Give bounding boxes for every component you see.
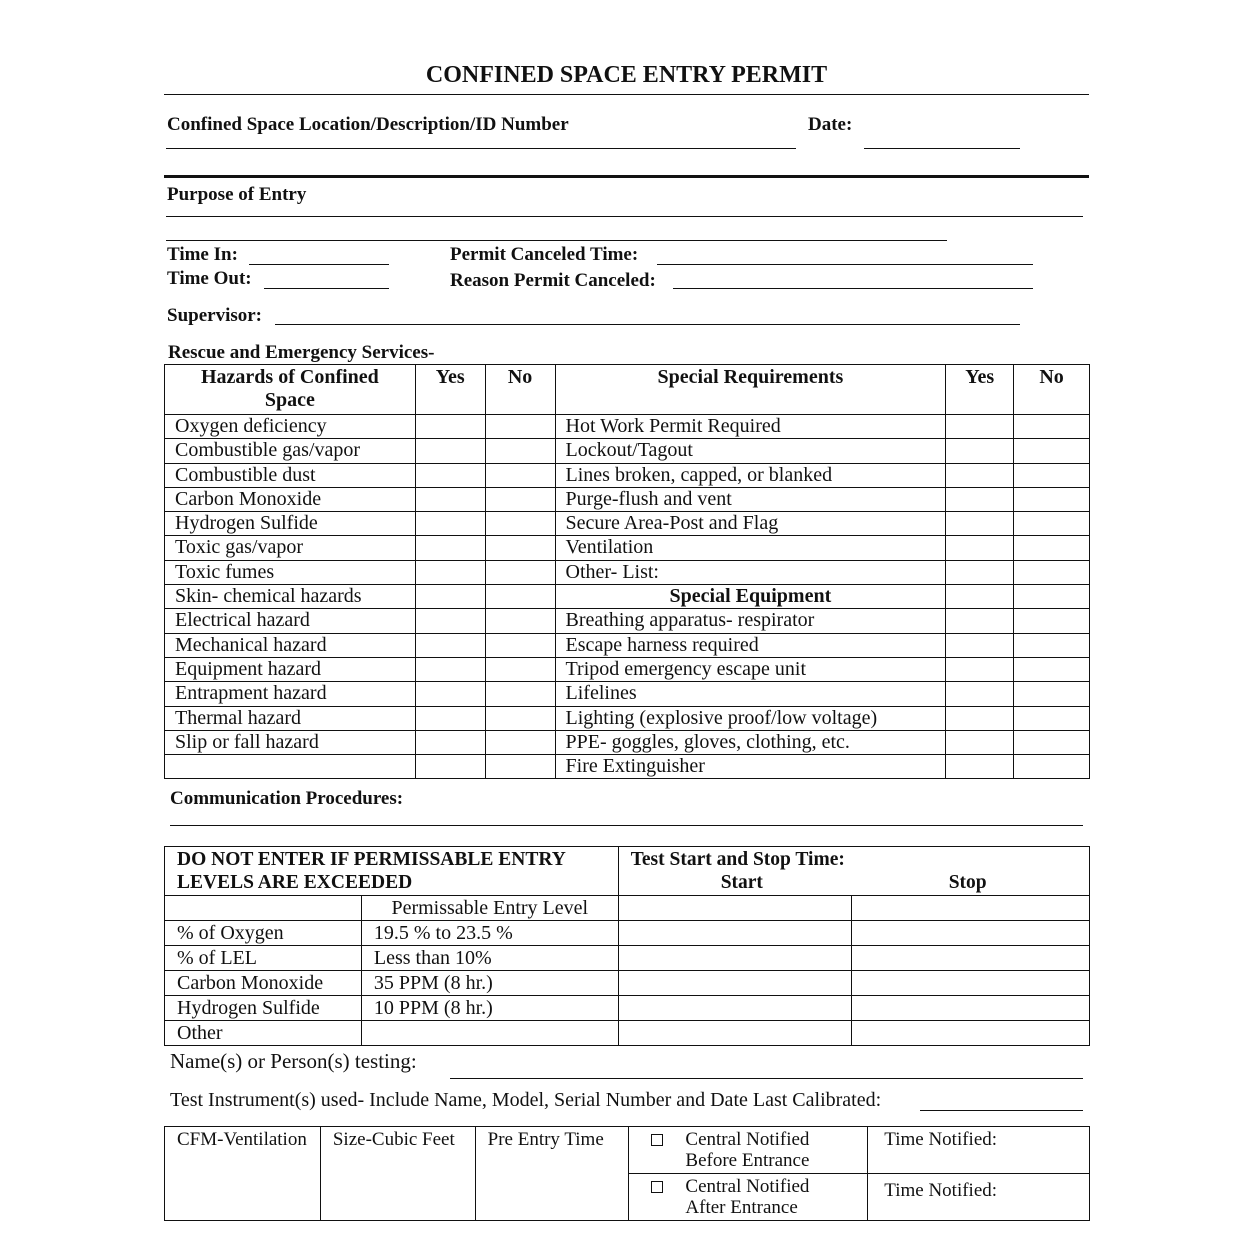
special-yes-cell[interactable] [946,463,1014,487]
location-field[interactable] [166,148,796,149]
test-time-label: Test Start and Stop Time: [630,849,845,870]
purpose-field-line2[interactable] [166,240,947,241]
header-no: No [485,365,555,415]
level-row [165,1021,1090,1046]
special-requirement-name: Hot Work Permit Required [555,415,946,439]
hazard-no-cell[interactable] [485,463,555,487]
special-yes-cell [946,585,1014,609]
level-value [361,1021,618,1046]
special-yes-cell[interactable] [946,657,1014,681]
special-no-cell[interactable] [1014,755,1090,779]
special-no-cell[interactable] [1014,463,1090,487]
special-requirement-name: Lines broken, capped, or blanked [555,463,946,487]
level-name: % of LEL [165,946,362,971]
testers-field[interactable] [450,1078,1083,1079]
special-requirement-name: Fire Extinguisher [555,755,946,779]
hazard-row [165,585,1090,609]
hazard-yes-cell[interactable] [415,706,485,730]
size-label: Size-Cubic Feet [332,1129,455,1150]
special-yes-cell[interactable] [946,706,1014,730]
purpose-label: Purpose of Entry [167,184,307,205]
special-yes-cell[interactable] [946,439,1014,463]
hazard-no-cell[interactable] [485,609,555,633]
hazard-yes-cell[interactable] [415,512,485,536]
permit-canceled-field[interactable] [657,264,1033,265]
special-requirement-name: Other- List: [555,560,946,584]
hazard-row [165,706,1090,730]
hazard-no-cell[interactable] [485,560,555,584]
special-no-cell[interactable] [1014,415,1090,439]
cfm-label: CFM-Ventilation [177,1129,307,1150]
hazard-no-cell[interactable] [485,439,555,463]
level-value: Less than 10% [361,946,618,971]
hazard-no-cell[interactable] [485,512,555,536]
level-name-blank [165,896,362,921]
reason-canceled-label: Reason Permit Canceled: [450,270,656,291]
hazard-no-cell[interactable] [485,706,555,730]
page-title: CONFINED SPACE ENTRY PERMIT [425,62,828,88]
stop-cell[interactable] [852,996,1090,1021]
hazard-no-cell[interactable] [485,633,555,657]
cfm-cell[interactable] [165,1127,321,1221]
hazard-row [165,755,1090,779]
communication-field[interactable] [170,825,1083,826]
special-requirement-name: Purge-flush and vent [555,487,946,511]
special-no-cell[interactable] [1014,536,1090,560]
hazard-row [165,609,1090,633]
test-time-cell [618,847,1089,896]
special-requirement-name: Lighting (explosive proof/low voltage) [555,706,946,730]
supervisor-field[interactable] [275,324,1020,325]
special-yes-cell[interactable] [946,536,1014,560]
time-out-label: Time Out: [167,268,252,289]
header-no-2: No [1014,365,1090,415]
hazard-row [165,463,1090,487]
hazard-no-cell[interactable] [485,730,555,754]
divider [164,94,1089,95]
hazard-name: Mechanical hazard [165,633,416,657]
hazard-yes-cell[interactable] [415,439,485,463]
special-no-cell[interactable] [1014,609,1090,633]
special-no-cell[interactable] [1014,633,1090,657]
time-notified-2-cell[interactable] [868,1174,1090,1221]
level-row [165,921,1090,946]
hazard-no-cell[interactable] [485,487,555,511]
hazard-no-cell[interactable] [485,585,555,609]
hazard-name: Combustible dust [165,463,416,487]
special-no-cell[interactable] [1014,657,1090,681]
ventilation-table [164,1126,1090,1221]
stop-cell[interactable] [852,896,1090,921]
start-cell[interactable] [618,1021,852,1046]
instruments-label: Test Instrument(s) used- Include Name, Model, Serial Number and Date Last Calibrated: [170,1089,882,1111]
hazard-yes-cell[interactable] [415,415,485,439]
start-cell[interactable] [618,971,852,996]
hazard-name: Carbon Monoxide [165,487,416,511]
start-cell[interactable] [618,946,852,971]
start-cell[interactable] [618,996,852,1021]
hazard-row [165,487,1090,511]
hazard-name: Entrapment hazard [165,682,416,706]
special-yes-cell[interactable] [946,682,1014,706]
level-value: 10 PPM (8 hr.) [361,996,618,1021]
purpose-field[interactable] [166,216,1083,217]
warning-text: DO NOT ENTER IF PERMISSABLE ENTRY LEVELS ARE EXCEEDED [165,847,619,896]
date-label: Date: [808,114,853,135]
special-yes-cell[interactable] [946,730,1014,754]
hazard-no-cell[interactable] [485,657,555,681]
special-requirement-name: Escape harness required [555,633,946,657]
header-hazards: Hazards of Confined Space [165,365,416,415]
special-requirement-name: Lifelines [555,682,946,706]
special-requirement-name: Secure Area-Post and Flag [555,512,946,536]
time-out-field[interactable] [264,288,389,289]
special-no-cell[interactable] [1014,682,1090,706]
hazard-no-cell[interactable] [485,682,555,706]
notified-after-label: Central Notified After Entrance [685,1176,810,1218]
hazard-row [165,682,1090,706]
hazard-name: Thermal hazard [165,706,416,730]
hazard-yes-cell[interactable] [415,755,485,779]
date-field[interactable] [864,148,1020,149]
pre-entry-cell[interactable] [475,1127,629,1221]
level-row [165,946,1090,971]
hazard-yes-cell[interactable] [415,633,485,657]
reason-canceled-field[interactable] [673,288,1033,289]
hazard-row [165,730,1090,754]
hazard-name: Hydrogen Sulfide [165,512,416,536]
hazard-row [165,657,1090,681]
special-yes-cell[interactable] [946,755,1014,779]
hazard-no-cell[interactable] [485,536,555,560]
pre-entry-label: Pre Entry Time [487,1129,604,1150]
level-name: Other [165,1021,362,1046]
level-row [165,996,1090,1021]
special-requirement-name: Lockout/Tagout [555,439,946,463]
hazard-yes-cell[interactable] [415,657,485,681]
special-requirement-name: Ventilation [555,536,946,560]
header-special-requirements: Special Requirements [555,365,946,415]
hazard-row [165,415,1090,439]
hazard-yes-cell[interactable] [415,463,485,487]
special-yes-cell[interactable] [946,560,1014,584]
entry-levels-table [164,846,1090,1046]
special-equipment-heading: Special Equipment [555,585,946,609]
notified-after-checkbox[interactable] [651,1181,663,1193]
level-name: Hydrogen Sulfide [165,996,362,1021]
header-yes: Yes [415,365,485,415]
special-yes-cell[interactable] [946,633,1014,657]
special-no-cell[interactable] [1014,439,1090,463]
hazard-name: Skin- chemical hazards [165,585,416,609]
special-no-cell[interactable] [1014,560,1090,584]
start-label: Start [720,872,763,893]
hazard-row [165,560,1090,584]
hazard-yes-cell[interactable] [415,682,485,706]
stop-cell[interactable] [852,921,1090,946]
hazard-yes-cell[interactable] [415,609,485,633]
special-no-cell [1014,585,1090,609]
hazard-row [165,536,1090,560]
special-yes-cell[interactable] [946,609,1014,633]
time-in-label: Time In: [167,244,238,265]
pel-header: Permissable Entry Level [361,896,618,921]
hazard-name [165,755,416,779]
special-no-cell[interactable] [1014,512,1090,536]
hazard-name: Combustible gas/vapor [165,439,416,463]
level-value: 19.5 % to 23.5 % [361,921,618,946]
hazard-yes-cell[interactable] [415,585,485,609]
stop-cell[interactable] [852,1021,1090,1046]
time-notified-1-label: Time Notified: [884,1129,998,1150]
hazard-name: Toxic fumes [165,560,416,584]
hazard-name: Equipment hazard [165,657,416,681]
special-no-cell[interactable] [1014,487,1090,511]
special-yes-cell[interactable] [946,487,1014,511]
hazard-no-cell[interactable] [485,755,555,779]
hazard-yes-cell[interactable] [415,560,485,584]
stop-cell[interactable] [852,946,1090,971]
hazard-yes-cell[interactable] [415,536,485,560]
hazard-row [165,512,1090,536]
supervisor-label: Supervisor: [167,305,262,326]
notified-before-cell [629,1127,868,1174]
stop-cell[interactable] [852,971,1090,996]
divider [164,175,1089,178]
hazard-yes-cell[interactable] [415,487,485,511]
time-notified-1-cell[interactable] [868,1127,1090,1174]
hazard-yes-cell[interactable] [415,730,485,754]
hazards-table [164,364,1090,779]
special-yes-cell[interactable] [946,415,1014,439]
level-name: Carbon Monoxide [165,971,362,996]
level-row [165,971,1090,996]
hazard-name: Slip or fall hazard [165,730,416,754]
hazard-name: Oxygen deficiency [165,415,416,439]
hazard-no-cell[interactable] [485,415,555,439]
hazard-name: Electrical hazard [165,609,416,633]
size-cell[interactable] [320,1127,475,1221]
start-cell[interactable] [618,896,852,921]
header-yes-2: Yes [946,365,1014,415]
hazard-row [165,439,1090,463]
special-requirement-name: Breathing apparatus- respirator [555,609,946,633]
special-requirement-name: Tripod emergency escape unit [555,657,946,681]
time-notified-2-label: Time Notified: [884,1180,998,1201]
special-no-cell[interactable] [1014,706,1090,730]
permit-canceled-label: Permit Canceled Time: [450,244,639,265]
time-in-field[interactable] [249,264,389,265]
location-label: Confined Space Location/Description/ID Number [167,114,569,135]
special-requirement-name: PPE- goggles, gloves, clothing, etc. [555,730,946,754]
level-value: 35 PPM (8 hr.) [361,971,618,996]
notified-before-label: Central Notified Before Entrance [685,1129,810,1171]
testers-label: Name(s) or Person(s) testing: [170,1049,417,1073]
special-no-cell[interactable] [1014,730,1090,754]
notified-before-checkbox[interactable] [651,1134,663,1146]
hazard-name: Toxic gas/vapor [165,536,416,560]
rescue-label: Rescue and Emergency Services- [168,342,435,363]
hazard-row [165,633,1090,657]
stop-label: Stop [948,872,987,893]
level-name: % of Oxygen [165,921,362,946]
notified-after-cell [629,1174,868,1221]
start-cell[interactable] [618,921,852,946]
instruments-field[interactable] [920,1110,1083,1111]
communication-label: Communication Procedures: [170,788,404,809]
special-yes-cell[interactable] [946,512,1014,536]
